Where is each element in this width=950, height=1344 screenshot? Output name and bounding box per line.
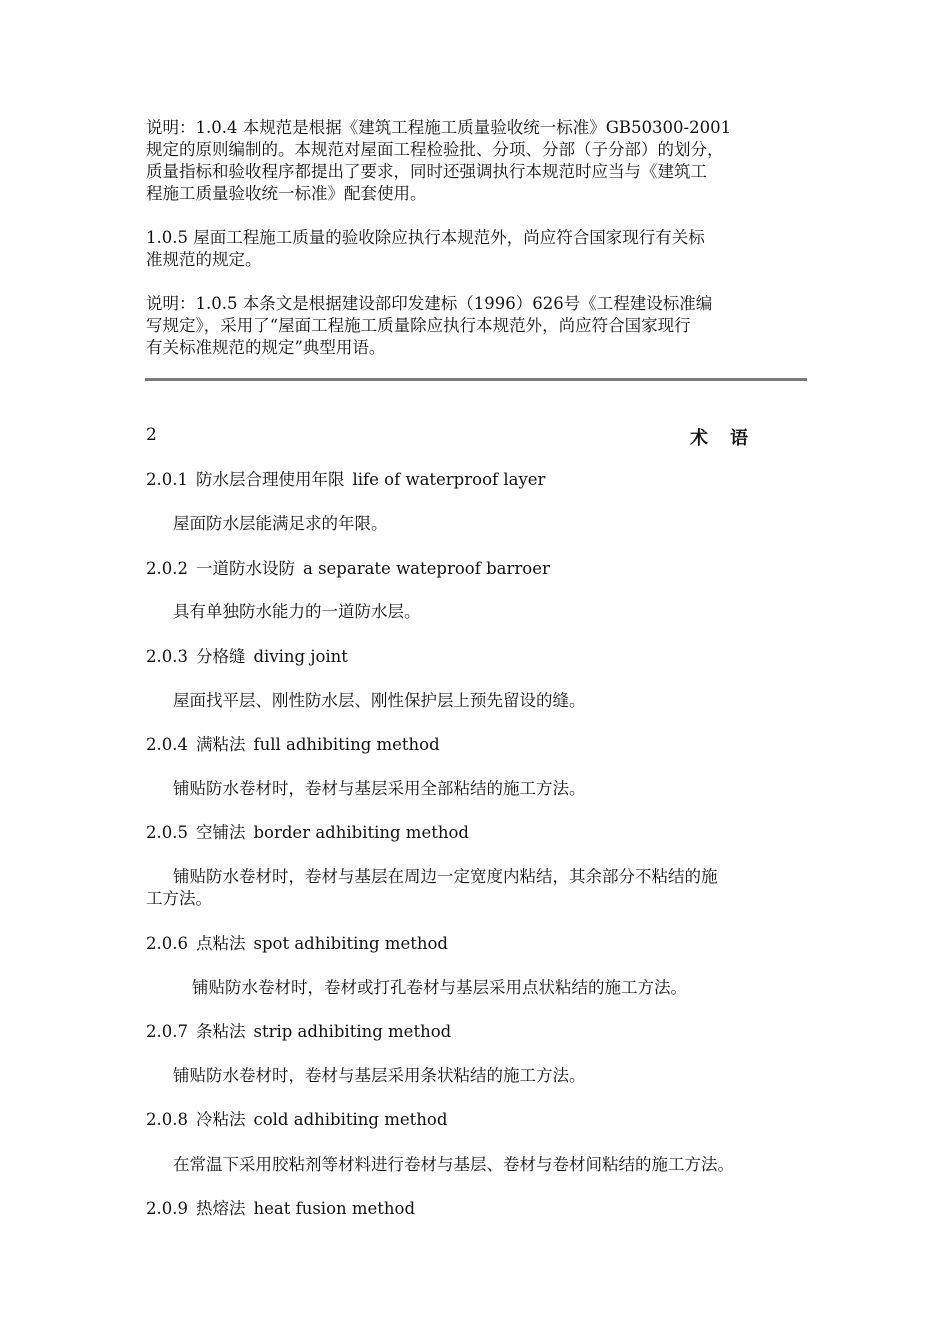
definition-line: 屋面找平层、刚性防水层、刚性保护层上预先留设的缝。: [173, 691, 586, 710]
term-number: 2.0.1: [146, 470, 188, 489]
definition-line: 具有单独防水能力的一道防水层。: [173, 602, 421, 621]
term-heading: [146, 469, 545, 491]
term-heading: [146, 558, 550, 580]
term-en: a separate wateproof barroer: [302, 559, 550, 578]
term-cn: 分格缝: [195, 647, 246, 666]
clause-line: 1.0.5 屋面工程施工质量的验收除应执行本规范外，尚应符合国家现行有关标: [146, 228, 705, 247]
definition-line: 屋面防水层能满足求的年限。: [173, 514, 388, 533]
term-en: diving joint: [253, 647, 348, 666]
term-cn: 满粘法: [195, 735, 246, 754]
term-heading: [146, 1109, 447, 1131]
term-en: spot adhibiting method: [253, 934, 448, 953]
term-definition: [173, 690, 841, 712]
term-number: 2.0.9: [146, 1199, 188, 1218]
term-definition: [173, 513, 841, 535]
term-heading: [146, 933, 448, 955]
definition-line: 工方法。: [146, 889, 212, 908]
note-line: 说明：1.0.5 本条文是根据建设部印发建标（1996）626号《工程建设标准编: [146, 294, 713, 313]
term-en: cold adhibiting method: [253, 1110, 448, 1129]
term-definition: [192, 977, 860, 999]
term-definition: [173, 1065, 841, 1087]
term-en: border adhibiting method: [253, 823, 469, 842]
term-cn: 一道防水设防: [195, 559, 295, 578]
term-en: heat fusion method: [253, 1199, 416, 1218]
term-number: 2.0.4: [146, 735, 188, 754]
term-heading: [146, 822, 469, 844]
term-cn: 空铺法: [195, 823, 246, 842]
note-1-0-5: [146, 293, 806, 359]
chapter-number: 2: [146, 425, 157, 445]
term-heading: [146, 1198, 415, 1220]
definition-line: 铺贴防水卷材时，卷材或打孔卷材与基层采用点状粘结的施工方法。: [192, 978, 687, 997]
definition-line: 铺贴防水卷材时，卷材与基层采用全部粘结的施工方法。: [173, 779, 586, 798]
term-cn: 点粘法: [195, 934, 246, 953]
clause-line: 准规范的规定。: [146, 250, 262, 269]
term-number: 2.0.2: [146, 559, 188, 578]
term-heading: [146, 734, 440, 756]
term-cn: 热熔法: [195, 1199, 246, 1218]
term-heading: [146, 646, 348, 668]
term-en: life of waterproof layer: [352, 470, 546, 489]
term-definition: [173, 778, 841, 800]
term-cn: 冷粘法: [195, 1110, 246, 1129]
note-line: 质量指标和验收程序都提出了要求，同时还强调执行本规范时应当与《建筑工: [146, 162, 707, 181]
term-cn: 防水层合理使用年限: [195, 470, 345, 489]
definition-line: 铺贴防水卷材时，卷材与基层采用条状粘结的施工方法。: [173, 1066, 586, 1085]
section-divider: [145, 378, 807, 381]
term-en: full adhibiting method: [253, 735, 440, 754]
clause-1-0-5: [146, 227, 806, 271]
term-definition: [173, 601, 841, 623]
note-line: 说明：1.0.4 本规范是根据《建筑工程施工质量验收统一标准》GB50300-2001: [146, 118, 732, 137]
definition-line: 铺贴防水卷材时，卷材与基层在周边一定宽度内粘结，其余部分不粘结的施: [173, 867, 718, 886]
note-line: 规定的原则编制的。本规范对屋面工程检验批、分项、分部（子分部）的划分，: [146, 140, 724, 159]
note-1-0-4: [146, 117, 806, 205]
term-number: 2.0.7: [146, 1022, 188, 1041]
note-line: 写规定》，采用了“屋面工程施工质量除应执行本规范外，尚应符合国家现行: [146, 316, 691, 335]
definition-line: 在常温下采用胶粘剂等材料进行卷材与基层、卷材与卷材间粘结的施工方法。: [173, 1155, 734, 1174]
term-heading: [146, 1021, 451, 1043]
term-number: 2.0.5: [146, 823, 188, 842]
term-number: 2.0.8: [146, 1110, 188, 1129]
term-definition: [146, 866, 814, 910]
term-number: 2.0.6: [146, 934, 188, 953]
term-cn: 条粘法: [195, 1022, 246, 1041]
note-line: 程施工质量验收统一标准》配套使用。: [146, 184, 427, 203]
term-en: strip adhibiting method: [253, 1022, 452, 1041]
note-line: 有关标准规范的规定”典型用语。: [146, 338, 386, 357]
term-definition: [173, 1154, 841, 1176]
chapter-title: 术语: [690, 428, 770, 449]
term-number: 2.0.3: [146, 647, 188, 666]
